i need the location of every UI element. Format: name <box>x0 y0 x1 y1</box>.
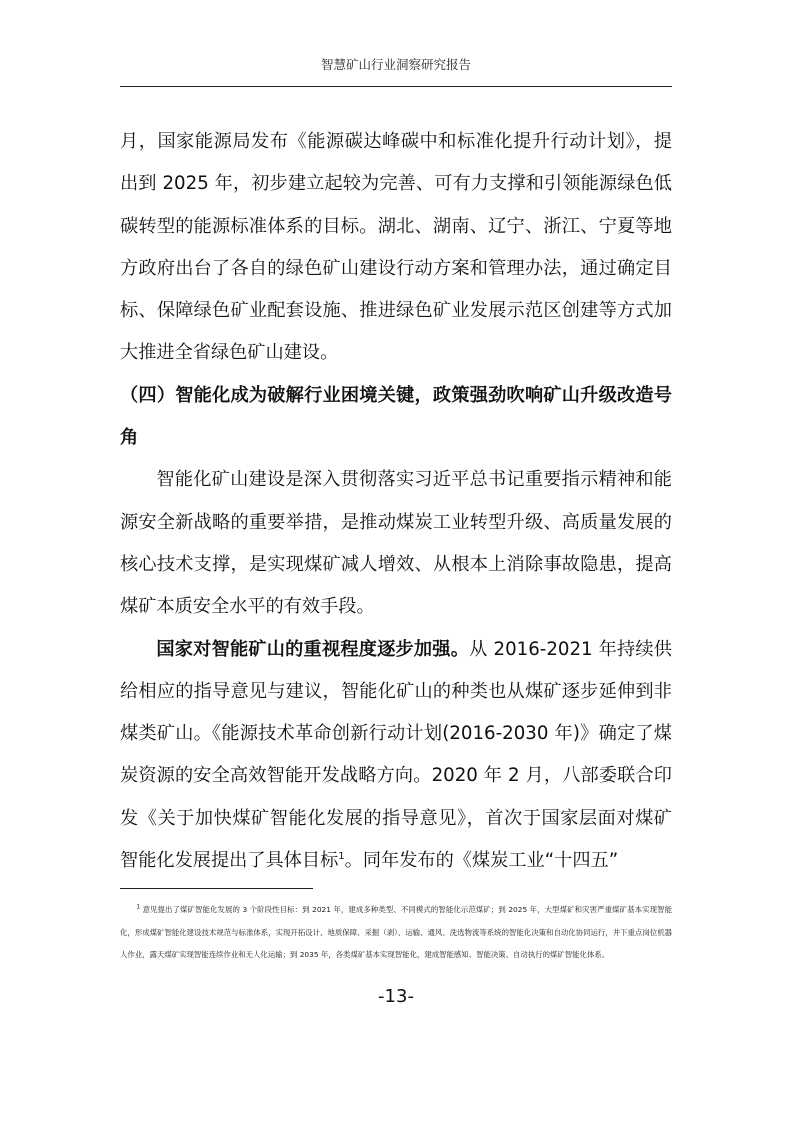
footnote-text: 意见提出了煤矿智能化发展的 3 个阶段性目标：到 2021 年，建成多种类型、不同模式的智能化示范煤矿；到 2025 年，大型煤矿和灾害严重煤矿基本实现智能化，形成煤矿智能化建设技术规范与标准体系，实现开拓设计、地质保障、采掘（剥）、运输、通风、洗选物流等系统的智能化决策和自动化协同运行，井下重点岗位机器人作业，露天煤矿实现智能连续作业和无人化运输；到 2035 年，各类煤矿基本实现智能化，建成智能感知、智能决策、自动执行的煤矿智能化体系。 <box>120 905 673 960</box>
page-number: -13- <box>378 986 414 1007</box>
footnote-reference[interactable]: 1 <box>338 850 345 862</box>
paragraph-policy <box>120 629 672 883</box>
footnote-divider <box>120 888 313 889</box>
paragraph-lead-sentence: 国家对智能矿山的重视程度逐步加强。 <box>156 638 470 660</box>
main-text <box>120 121 672 882</box>
paragraph-policy-text: 从 2016-2021 年持续供给相应的指导意见与建议，智能化矿山的种类也从煤矿逐步延伸到非煤类矿山。《能源技术革命创新行动计划(2016-2030 年)》确定了煤炭资源的安全高效智能开发战略方向。2020 年 2 月，八部委联合印发《关于加快煤矿智能化发展的指导意见》，首次于国家层面对煤矿智能化发展提出了具体目标 <box>120 638 672 872</box>
running-header: 智慧矿山行业洞察研究报告 <box>320 57 471 72</box>
paragraph-policy-tail: 。同年发布的《煤炭工业“十四五” <box>344 850 619 872</box>
header-divider <box>120 86 672 87</box>
paragraph-intelligent-mining: 智能化矿山建设是深入贯彻落实习近平总书记重要指示精神和能源安全新战略的重要举措，是推动煤炭工业转型升级、高质量发展的核心技术支撑，是实现煤矿减人增效、从根本上消除事故隐患，提高煤矿本质安全水平的有效手段。 <box>120 469 672 618</box>
section-heading: （四）智能化成为破解行业困境关键，政策强劲吹响矿山升级改造号角 <box>120 384 672 449</box>
footnote <box>120 899 672 967</box>
footnote-marker: 1 <box>136 903 141 911</box>
paragraph-green-mining: 月，国家能源局发布《能源碳达峰碳中和标准化提升行动计划》，提出到 2025 年，初步建立起较为完善、可有力支撑和引领能源绿色低碳转型的能源标准体系的目标。湖北、湖南、辽宁、浙江、宁夏等地方政府出台了各自的绿色矿山建设行动方案和管理办法，通过确定目标、保障绿色矿业配套设施、推进绿色矿业发展示范区创建等方式加大推进全省绿色矿山建设。 <box>120 131 672 364</box>
